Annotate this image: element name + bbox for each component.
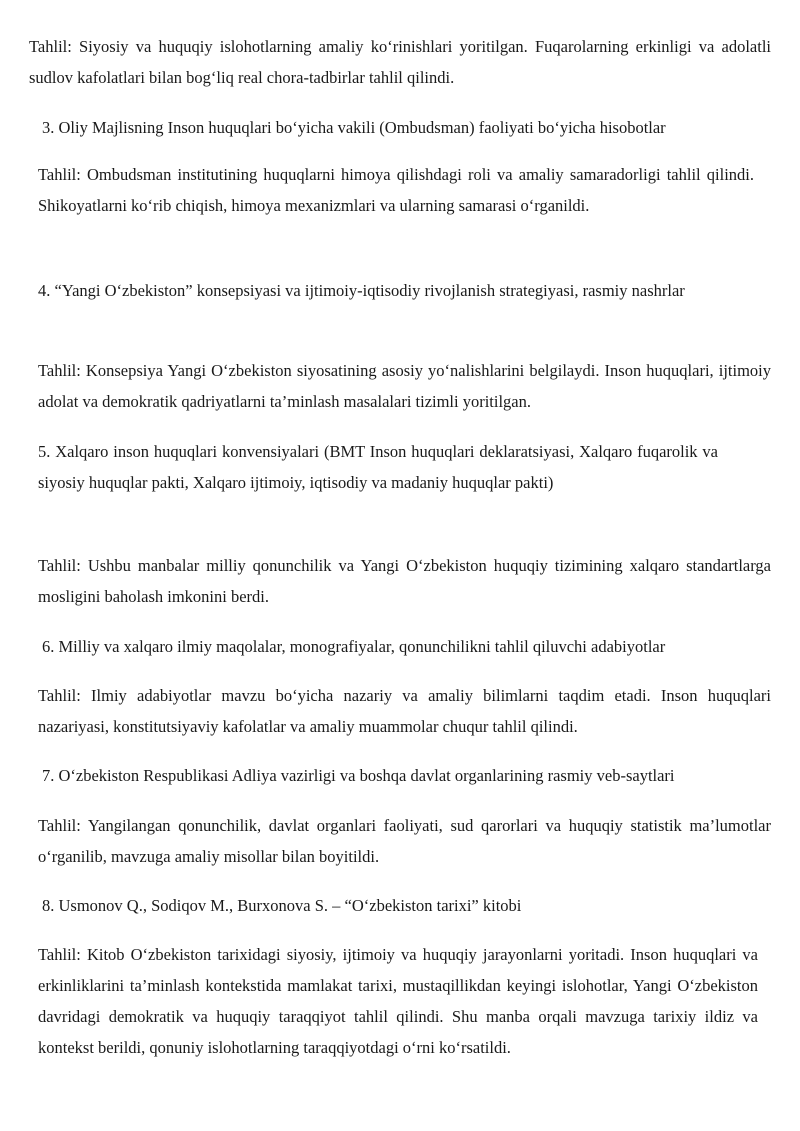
analysis-paragraph-8: Tahlil: Kitob O‘zbekiston tarixidagi siyosiy, ijtimoiy va huquqiy jarayonlarni yoritadi. Inson huquqlari va erkinliklarini ta’minlash kontekstida mamlakat tarixi, mustaqillikdan keyingi islohotlar, Yangi O‘zbekiston davridagi demokratik va huquqiy taraqqiyot tahlil qilindi. Shu manba orqali mavzuga tarixiy ildiz va kontekst berildi, qonuniy islohotlarning taraqqiyotdagi o‘rni ko‘rsatildi. — [38, 945, 758, 1057]
source-heading-3: 3. Oliy Majlisning Inson huquqlari bo‘yicha vakili (Ombudsman) faoliyati bo‘yicha hisobotlar — [42, 118, 666, 137]
analysis-paragraph-1: Tahlil: Siyosiy va huquqiy islohotlarning amaliy ko‘rinishlari yoritilgan. Fuqarolarning erkinligi va adolatli sudlov kafolatlari bilan bog‘liq real chora-tadbirlar tahlil qilindi. — [29, 37, 771, 87]
analysis-paragraph-7: Tahlil: Yangilangan qonunchilik, davlat organlari faoliyati, sud qarorlari va huquqiy statistik ma’lumotlar o‘rganilib, mavzuga amaliy misollar bilan boyitildi. — [38, 816, 771, 866]
source-heading-6: 6. Milliy va xalqaro ilmiy maqolalar, monografiyalar, qonunchilikni tahlil qiluvchi adabiyotlar — [42, 637, 666, 656]
source-heading-4: 4. “Yangi O‘zbekiston” konsepsiyasi va ijtimoiy-iqtisodiy rivojlanish strategiyasi, rasmiy nashrlar — [38, 281, 685, 300]
analysis-paragraph-5: Tahlil: Ushbu manbalar milliy qonunchilik va Yangi O‘zbekiston huquqiy tizimining xalqaro standartlarga mosligini baholash imkonini berdi. — [38, 556, 771, 606]
source-heading-8: 8. Usmonov Q., Sodiqov M., Burxonova S. – “O‘zbekiston tarixi” kitobi — [42, 896, 522, 915]
source-heading-7: 7. O‘zbekiston Respublikasi Adliya vazirligi va boshqa davlat organlarining rasmiy veb-saytlari — [42, 766, 675, 785]
analysis-paragraph-6: Tahlil: Ilmiy adabiyotlar mavzu bo‘yicha nazariy va amaliy bilimlarni taqdim etadi. Inson huquqlari nazariyasi, konstitutsiyaviy kafolatlar va amaliy muammolar chuqur tahlil qilindi. — [38, 686, 771, 736]
analysis-paragraph-4: Tahlil: Konsepsiya Yangi O‘zbekiston siyosatining asosiy yo‘nalishlarini belgilaydi. Inson huquqlari, ijtimoiy adolat va demokratik qadriyatlarni ta’minlash masalalari tizimli yoritilgan. — [38, 361, 771, 411]
analysis-paragraph-3: Tahlil: Ombudsman institutining huquqlarni himoya qilishdagi roli va amaliy samaradorligi tahlil qilindi. Shikoyatlarni ko‘rib chiqish, himoya mexanizmlari va ularning samarasi o‘rganildi. — [38, 165, 754, 215]
source-heading-5: 5. Xalqaro inson huquqlari konvensiyalari (BMT Inson huquqlari deklaratsiyasi, Xalqaro fuqarolik va siyosiy huquqlar pakti, Xalqaro ijtimoiy, iqtisodiy va madaniy huquqlar pakti) — [38, 442, 718, 492]
